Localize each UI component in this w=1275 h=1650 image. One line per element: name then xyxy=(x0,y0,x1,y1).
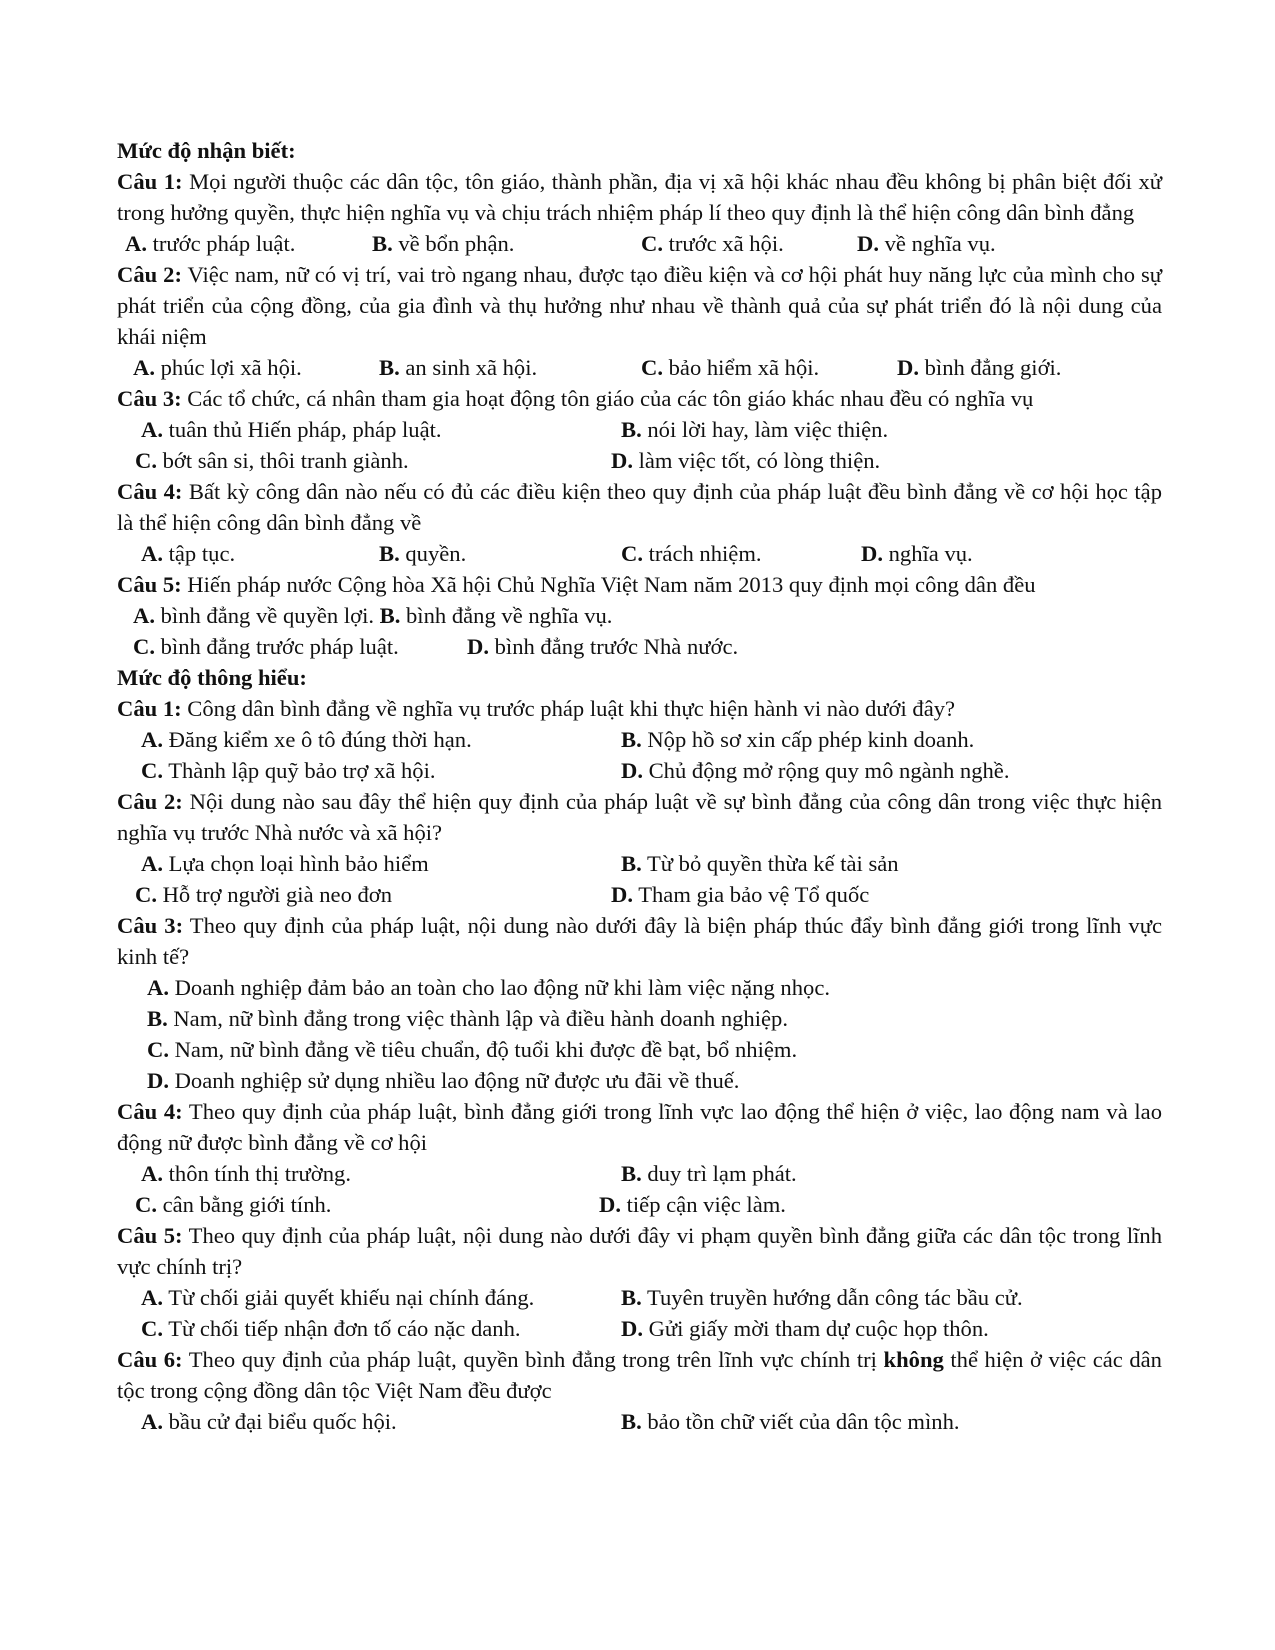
option-b: B. an sinh xã hội. xyxy=(379,355,538,380)
option-b: B. quyền. xyxy=(379,541,467,566)
option-d: D. Gửi giấy mời tham dự cuộc họp thôn. xyxy=(621,1316,989,1341)
option-d: D. về nghĩa vụ. xyxy=(857,231,996,256)
question-2-6 xyxy=(117,1344,1162,1406)
option-c: C. trước xã hội. xyxy=(641,231,784,256)
question-text: Hiến pháp nước Cộng hòa Xã hội Chủ Nghĩa Việt Nam năm 2013 quy định mọi công dân đều xyxy=(181,572,1036,597)
question-2-2 xyxy=(117,786,1162,848)
question-label: Câu 1: xyxy=(117,169,183,194)
option-a: A. trước pháp luật. xyxy=(125,231,296,256)
option-a: A. Từ chối giải quyết khiếu nại chính đáng. xyxy=(141,1285,535,1310)
question-text: Theo quy định của pháp luật, nội dung nào dưới đây là biện pháp thúc đẩy bình đẳng giới trong lĩnh vực kinh tế? xyxy=(117,913,1162,969)
question-text-emphasis: không xyxy=(883,1347,944,1372)
options-row xyxy=(117,538,1162,569)
question-label: Câu 4: xyxy=(117,1099,183,1124)
option-c: C. trách nhiệm. xyxy=(621,541,762,566)
options-row xyxy=(117,631,1162,662)
options-row xyxy=(117,352,1162,383)
option-b: B. Nam, nữ bình đẳng trong việc thành lập và điều hành doanh nghiệp. xyxy=(147,1006,788,1031)
options-row xyxy=(117,414,1162,445)
question-text: Các tổ chức, cá nhân tham gia hoạt động tôn giáo của các tôn giáo khác nhau đều có nghĩa vụ xyxy=(181,386,1034,411)
option-a: A. Đăng kiểm xe ô tô đúng thời hạn. xyxy=(141,727,472,752)
option-d: D. tiếp cận việc làm. xyxy=(599,1192,786,1217)
options-row xyxy=(117,879,1162,910)
options-row xyxy=(117,1189,1162,1220)
option-c: C. bảo hiểm xã hội. xyxy=(641,355,820,380)
question-label: Câu 2: xyxy=(117,789,183,814)
question-2-5 xyxy=(117,1220,1162,1282)
option-a: A. bầu cử đại biểu quốc hội. xyxy=(141,1409,397,1434)
question-2-1 xyxy=(117,693,1162,724)
section-heading-comprehension: Mức độ thông hiểu: xyxy=(117,665,307,690)
question-1-5 xyxy=(117,569,1162,600)
options-row xyxy=(117,1406,1162,1437)
question-label: Câu 1: xyxy=(117,696,182,721)
document-page xyxy=(117,135,1162,1437)
option-a: A. tập tục. xyxy=(141,541,236,566)
option-c: C. Hỗ trợ người già neo đơn xyxy=(135,882,393,907)
option-b: B. Từ bỏ quyền thừa kế tài sản xyxy=(621,851,899,876)
option-b: B. Tuyên truyền hướng dẫn công tác bầu cử. xyxy=(621,1285,1023,1310)
option-b: B. Nộp hồ sơ xin cấp phép kinh doanh. xyxy=(621,727,975,752)
option-b: B. bình đẳng về nghĩa vụ. xyxy=(379,603,613,628)
question-text: Theo quy định của pháp luật, bình đẳng giới trong lĩnh vực lao động thể hiện ở việc, lao động nam và lao động nữ được bình đẳng về cơ hội xyxy=(117,1099,1162,1155)
option-c: C. bình đẳng trước pháp luật. xyxy=(133,634,399,659)
options-row xyxy=(117,600,1162,631)
question-label: Câu 6: xyxy=(117,1347,183,1372)
question-label: Câu 4: xyxy=(117,479,183,504)
question-2-3 xyxy=(117,910,1162,972)
option-a: A. thôn tính thị trường. xyxy=(141,1161,351,1186)
question-text: Bất kỳ công dân nào nếu có đủ các điều kiện theo quy định của pháp luật đều bình đẳng về cơ hội học tập là thể hiện công dân bình đẳng về xyxy=(117,479,1162,535)
options-row xyxy=(117,228,1162,259)
question-text: Theo quy định của pháp luật, quyền bình đẳng trong trên lĩnh vực chính trị xyxy=(182,1347,884,1372)
option-b: B. nói lời hay, làm việc thiện. xyxy=(621,417,889,442)
question-text: Việc nam, nữ có vị trí, vai trò ngang nhau, được tạo điều kiện và cơ hội phát huy năng lực của mình cho sự phát triển của cộng đồng, của gia đình và thụ hưởng như nhau về thành quả của sự phát triển đó là nội dung của khái niệm xyxy=(117,262,1162,349)
option-d: D. nghĩa vụ. xyxy=(861,541,973,566)
question-label: Câu 2: xyxy=(117,262,182,287)
option-c: C. Từ chối tiếp nhận đơn tố cáo nặc danh. xyxy=(141,1316,521,1341)
option-b: B. bảo tồn chữ viết của dân tộc mình. xyxy=(621,1409,960,1434)
option-a: A. bình đẳng về quyền lợi. xyxy=(133,603,380,628)
question-1-2 xyxy=(117,259,1162,352)
option-c: C. Thành lập quỹ bảo trợ xã hội. xyxy=(141,758,436,783)
options-row xyxy=(117,848,1162,879)
question-2-4 xyxy=(117,1096,1162,1158)
question-text: Theo quy định của pháp luật, nội dung nào dưới đây vi phạm quyền bình đẳng giữa các dân tộc trong lĩnh vực chính trị? xyxy=(117,1223,1162,1279)
question-label: Câu 5: xyxy=(117,1223,183,1248)
option-c: C. cân bằng giới tính. xyxy=(135,1192,332,1217)
question-label: Câu 5: xyxy=(117,572,182,597)
question-1-1 xyxy=(117,166,1162,228)
question-text: thể hiện ở việc các dân tộc trong cộng đồng dân tộc Việt Nam đều được xyxy=(117,1347,1162,1403)
option-d: D. Doanh nghiệp sử dụng nhiều lao động nữ được ưu đãi về thuế. xyxy=(147,1068,740,1093)
option-a: A. tuân thủ Hiến pháp, pháp luật. xyxy=(141,417,442,442)
option-a: A. Lựa chọn loại hình bảo hiểm xyxy=(141,851,429,876)
question-label: Câu 3: xyxy=(117,386,182,411)
question-1-3 xyxy=(117,383,1162,414)
options-row xyxy=(117,1313,1162,1344)
question-text: Mọi người thuộc các dân tộc, tôn giáo, thành phần, địa vị xã hội khác nhau đều không bị phân biệt đối xử trong hưởng quyền, thực hiện nghĩa vụ và chịu trách nhiệm pháp lí theo quy định là thể hiện công dân bình đẳng xyxy=(117,169,1162,225)
question-label: Câu 3: xyxy=(117,913,184,938)
option-c: C. Nam, nữ bình đẳng về tiêu chuẩn, độ tuổi khi được đề bạt, bổ nhiệm. xyxy=(147,1037,798,1062)
option-a: A. phúc lợi xã hội. xyxy=(133,355,302,380)
section-heading-recognition: Mức độ nhận biết: xyxy=(117,138,296,163)
options-row xyxy=(117,755,1162,786)
option-d: D. bình đẳng trước Nhà nước. xyxy=(467,634,739,659)
option-c: C. bớt sân si, thôi tranh giành. xyxy=(135,448,409,473)
options-row xyxy=(117,724,1162,755)
option-d: D. bình đẳng giới. xyxy=(897,355,1062,380)
option-d: D. làm việc tốt, có lòng thiện. xyxy=(611,448,881,473)
option-d: D. Tham gia bảo vệ Tổ quốc xyxy=(611,882,870,907)
options-row xyxy=(117,1158,1162,1189)
option-d: D. Chủ động mở rộng quy mô ngành nghề. xyxy=(621,758,1010,783)
option-b: B. duy trì lạm phát. xyxy=(621,1161,797,1186)
question-1-4 xyxy=(117,476,1162,538)
question-text: Công dân bình đẳng về nghĩa vụ trước pháp luật khi thực hiện hành vi nào dưới đây? xyxy=(181,696,956,721)
options-row xyxy=(117,445,1162,476)
option-b: B. về bổn phận. xyxy=(372,231,515,256)
options-row xyxy=(117,1282,1162,1313)
option-a: A. Doanh nghiệp đảm bảo an toàn cho lao động nữ khi làm việc nặng nhọc. xyxy=(147,975,830,1000)
question-text: Nội dung nào sau đây thể hiện quy định của pháp luật về sự bình đẳng của công dân trong việc thực hiện nghĩa vụ trước Nhà nước và xã hội? xyxy=(117,789,1162,845)
